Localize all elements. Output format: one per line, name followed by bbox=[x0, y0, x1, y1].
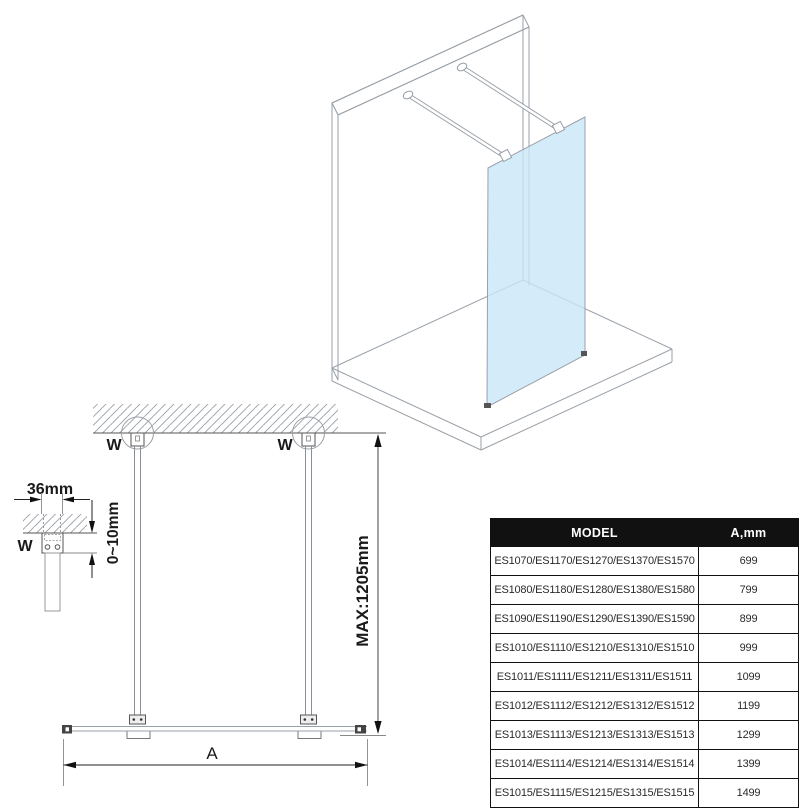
model-cell: ES1010/ES1110/ES1210/ES1310/ES1510 bbox=[491, 634, 699, 663]
a-mm-cell: 1499 bbox=[699, 779, 799, 808]
dimension-max-length bbox=[353, 434, 382, 734]
support-bar-back bbox=[456, 62, 565, 134]
table-row bbox=[491, 663, 799, 692]
max-bar-length-label: MAX:1205mm bbox=[353, 535, 372, 647]
model-cell: ES1011/ES1111/ES1211/ES1311/ES1511 bbox=[491, 663, 699, 692]
table-row bbox=[491, 779, 799, 808]
wall-mount-label-left: W bbox=[106, 437, 122, 454]
a-mm-cell: 1199 bbox=[699, 692, 799, 721]
table-row bbox=[491, 605, 799, 634]
dimension-A bbox=[64, 739, 368, 786]
mount-bracket-left bbox=[131, 433, 144, 446]
table-row bbox=[491, 721, 799, 750]
bracket-width-label: 36mm bbox=[26, 481, 74, 498]
a-mm-cell: 699 bbox=[699, 547, 799, 576]
support-rod-right bbox=[306, 446, 312, 715]
a-mm-cell: 1299 bbox=[699, 721, 799, 750]
model-cell: ES1014/ES1114/ES1214/ES1314/ES1514 bbox=[491, 750, 699, 779]
detail-view bbox=[14, 481, 122, 611]
model-cell: ES1013/ES1113/ES1213/ES1313/ES1513 bbox=[491, 721, 699, 750]
table-row bbox=[491, 692, 799, 721]
model-cell: ES1080/ES1180/ES1280/ES1380/ES1580 bbox=[491, 576, 699, 605]
detail-rod bbox=[45, 553, 60, 611]
model-table bbox=[490, 518, 799, 808]
mount-bracket-right bbox=[302, 433, 315, 446]
table-row bbox=[491, 547, 799, 576]
model-cell: ES1015/ES1115/ES1215/ES1315/ES1515 bbox=[491, 779, 699, 808]
model-cell: ES1070/ES1170/ES1270/ES1370/ES1570 bbox=[491, 547, 699, 576]
glass-surface bbox=[487, 117, 585, 407]
a-mm-cell: 899 bbox=[699, 605, 799, 634]
table-row bbox=[491, 576, 799, 605]
isometric-view bbox=[332, 15, 672, 450]
detail-bracket bbox=[42, 533, 63, 553]
plan-view bbox=[62, 404, 386, 786]
dimension-adjust-range bbox=[89, 500, 122, 578]
model-cell: ES1012/ES1112/ES1212/ES1312/ES1512 bbox=[491, 692, 699, 721]
model-cell: ES1090/ES1190/ES1290/ES1390/ES1590 bbox=[491, 605, 699, 634]
glass-foot-right bbox=[581, 351, 587, 356]
detail-wall-hatch bbox=[23, 514, 87, 533]
table-row bbox=[491, 634, 799, 663]
panel-width-label: A bbox=[206, 744, 218, 763]
header-model: MODEL bbox=[491, 519, 699, 547]
a-mm-cell: 799 bbox=[699, 576, 799, 605]
a-mm-cell: 999 bbox=[699, 634, 799, 663]
table-row bbox=[491, 750, 799, 779]
header-a-mm: A,mm bbox=[699, 519, 799, 547]
glass-edge-plan bbox=[62, 725, 386, 736]
glass-panel bbox=[484, 117, 587, 408]
adjust-range-label: 0~10mm bbox=[105, 501, 122, 565]
wall-mount-label-detail: W bbox=[17, 538, 33, 555]
a-mm-cell: 1399 bbox=[699, 750, 799, 779]
support-bar-front bbox=[402, 90, 512, 162]
support-rod-left bbox=[135, 446, 141, 715]
table-header-row bbox=[491, 519, 799, 547]
glass-foot-left bbox=[484, 403, 491, 408]
wall-mount-label-right: W bbox=[277, 437, 293, 454]
a-mm-cell: 1099 bbox=[699, 663, 799, 692]
